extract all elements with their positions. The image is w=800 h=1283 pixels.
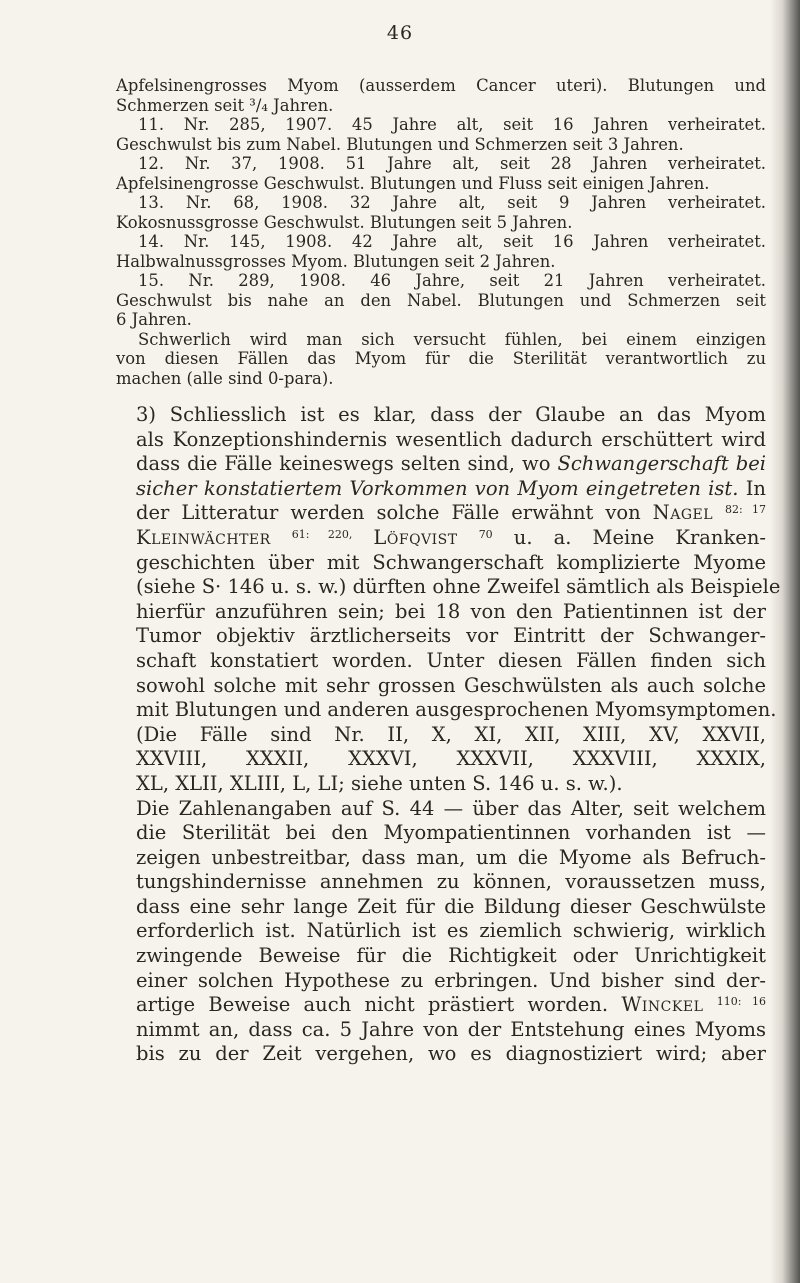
- case-line: 14. Nr. 145, 1908. 42 Jahre alt, seit 16 Jahren verheiratet.: [138, 232, 766, 251]
- case-line: Schmerzen seit ³/₄ Jahren.: [116, 95, 334, 115]
- case-line: 15. Nr. 289, 1908. 46 Jahre, seit 21 Jahren verheiratet.: [138, 271, 766, 290]
- text-line: die Sterilität bei den Myompatientinnen vorhanden ist —: [136, 821, 766, 845]
- text-line: dass die Fälle keineswegs selten sind, wo Schwangerschaft bei: [136, 452, 766, 476]
- text-line: geschichten über mit Schwangerschaft komplizierte Myome: [136, 550, 766, 574]
- case-line: 13. Nr. 68, 1908. 32 Jahre alt, seit 9 Jahren verheiratet.: [138, 193, 766, 212]
- case-line: Geschwulst bis nahe an den Nabel. Blutungen und Schmerzen seit: [116, 290, 766, 310]
- text-line: dass eine sehr lange Zeit für die Bildung dieser Geschwülste: [136, 894, 766, 918]
- text-line: als Konzeptionshindernis wesentlich dadurch erschüttert wird: [136, 427, 766, 451]
- author-ref: Löfqvist: [373, 525, 458, 549]
- text-line: sicher konstatiertem Vorkommen von Myom eingetreten ist. In: [136, 476, 766, 500]
- case-line: Apfelsinengrosse Geschwulst. Blutungen und Fluss seit einigen Jahren.: [116, 173, 710, 193]
- case-line: 12. Nr. 37, 1908. 51 Jahre alt, seit 28 Jahren verheiratet.: [138, 154, 766, 173]
- text-line: sowohl solche mit sehr grossen Geschwülsten als auch solche: [136, 673, 766, 697]
- text-line: der Litteratur werden solche Fälle erwähnt von Nagel $^{82: 17}$: [136, 501, 767, 525]
- case-line: Apfelsinengrosses Myom (ausserdem Cancer uteri). Blutungen und: [116, 76, 766, 95]
- text-line: erforderlich ist. Natürlich ist es ziemlich schwierig, wirklich: [136, 919, 766, 943]
- case-line: Halbwalnussgrosses Myom. Blutungen seit 2 Jahren.: [116, 251, 556, 271]
- case-line: Kokosnussgrosse Geschwulst. Blutungen seit 5 Jahren.: [116, 212, 573, 232]
- text-line: nimmt an, dass ca. 5 Jahre von der Entstehung eines Myoms: [136, 1017, 766, 1041]
- text-line: Kleinwächter $^{61: 220,}$ Löfqvist $^{70}$ u. a. Meine Kranken-: [136, 525, 766, 549]
- text-line: artige Beweise auch nicht prästiert worden. Winckel $^{110: 16}$: [136, 993, 767, 1017]
- text-line: einer solchen Hypothese zu erbringen. Und bisher sind der-: [136, 968, 766, 992]
- case-line: von diesen Fällen das Myom für die Sterilität verantwortlich zu: [116, 349, 766, 368]
- text-line: (siehe S· 146 u. s. w.) dürften ohne Zweifel sämtlich als Beispiele: [136, 575, 781, 599]
- text-line: (Die Fälle sind Nr. II, X, XI, XII, XIII, XV, XXVII,: [136, 722, 766, 746]
- author-ref: Kleinwächter: [136, 525, 271, 549]
- text-line: Tumor objektiv ärztlicherseits vor Eintritt der Schwanger-: [136, 624, 766, 648]
- text-line: schaft konstatiert worden. Unter diesen Fällen finden sich: [136, 648, 766, 672]
- text-line: hierfür anzuführen sein; bei 18 von den Patientinnen ist der: [136, 599, 766, 623]
- paragraph-3: [116, 403, 781, 797]
- text-line: XL, XLII, XLIII, L, LI; siehe unten S. 146 u. s. w.).: [136, 771, 623, 795]
- text-line: tungshindernisse annehmen zu können, voraussetzen muss,: [136, 870, 766, 894]
- page-edge-shadow: [770, 0, 800, 1283]
- paragraph-4: [116, 797, 766, 1068]
- text-line: mit Blutungen und anderen ausgesprochenen Myomsymptomen.: [136, 698, 777, 722]
- case-line: 11. Nr. 285, 1907. 45 Jahre alt, seit 16 Jahren verheiratet.: [138, 115, 766, 134]
- case-list: [116, 76, 766, 388]
- text-line: XXVIII, XXXII, XXXVI, XXXVII, XXXVIII, XXXIX,: [136, 747, 766, 771]
- case-line: machen (alle sind 0-para).: [116, 368, 334, 388]
- main-text: [116, 403, 781, 1067]
- text-line: zeigen unbestreitbar, dass man, um die Myome als Befruch-: [136, 845, 766, 869]
- author-ref: Winckel: [621, 993, 704, 1017]
- page-number: 46: [386, 22, 414, 44]
- case-line: Schwerlich wird man sich versucht fühlen, bei einem einzigen: [138, 329, 766, 349]
- author-ref: Nagel: [652, 501, 714, 525]
- case-line: 6 Jahren.: [116, 310, 192, 329]
- text-line: bis zu der Zeit vergehen, wo es diagnostiziert wird; aber: [136, 1042, 766, 1066]
- case-line: Geschwulst bis zum Nabel. Blutungen und Schmerzen seit 3 Jahren.: [116, 134, 684, 154]
- text-line: 3) Schliesslich ist es klar, dass der Glaube an das Myom: [136, 403, 766, 426]
- text-line: zwingende Beweise für die Richtigkeit oder Unrichtigkeit: [136, 944, 766, 968]
- text-line: Die Zahlenangaben auf S. 44 — über das Alter, seit welchem: [136, 796, 766, 820]
